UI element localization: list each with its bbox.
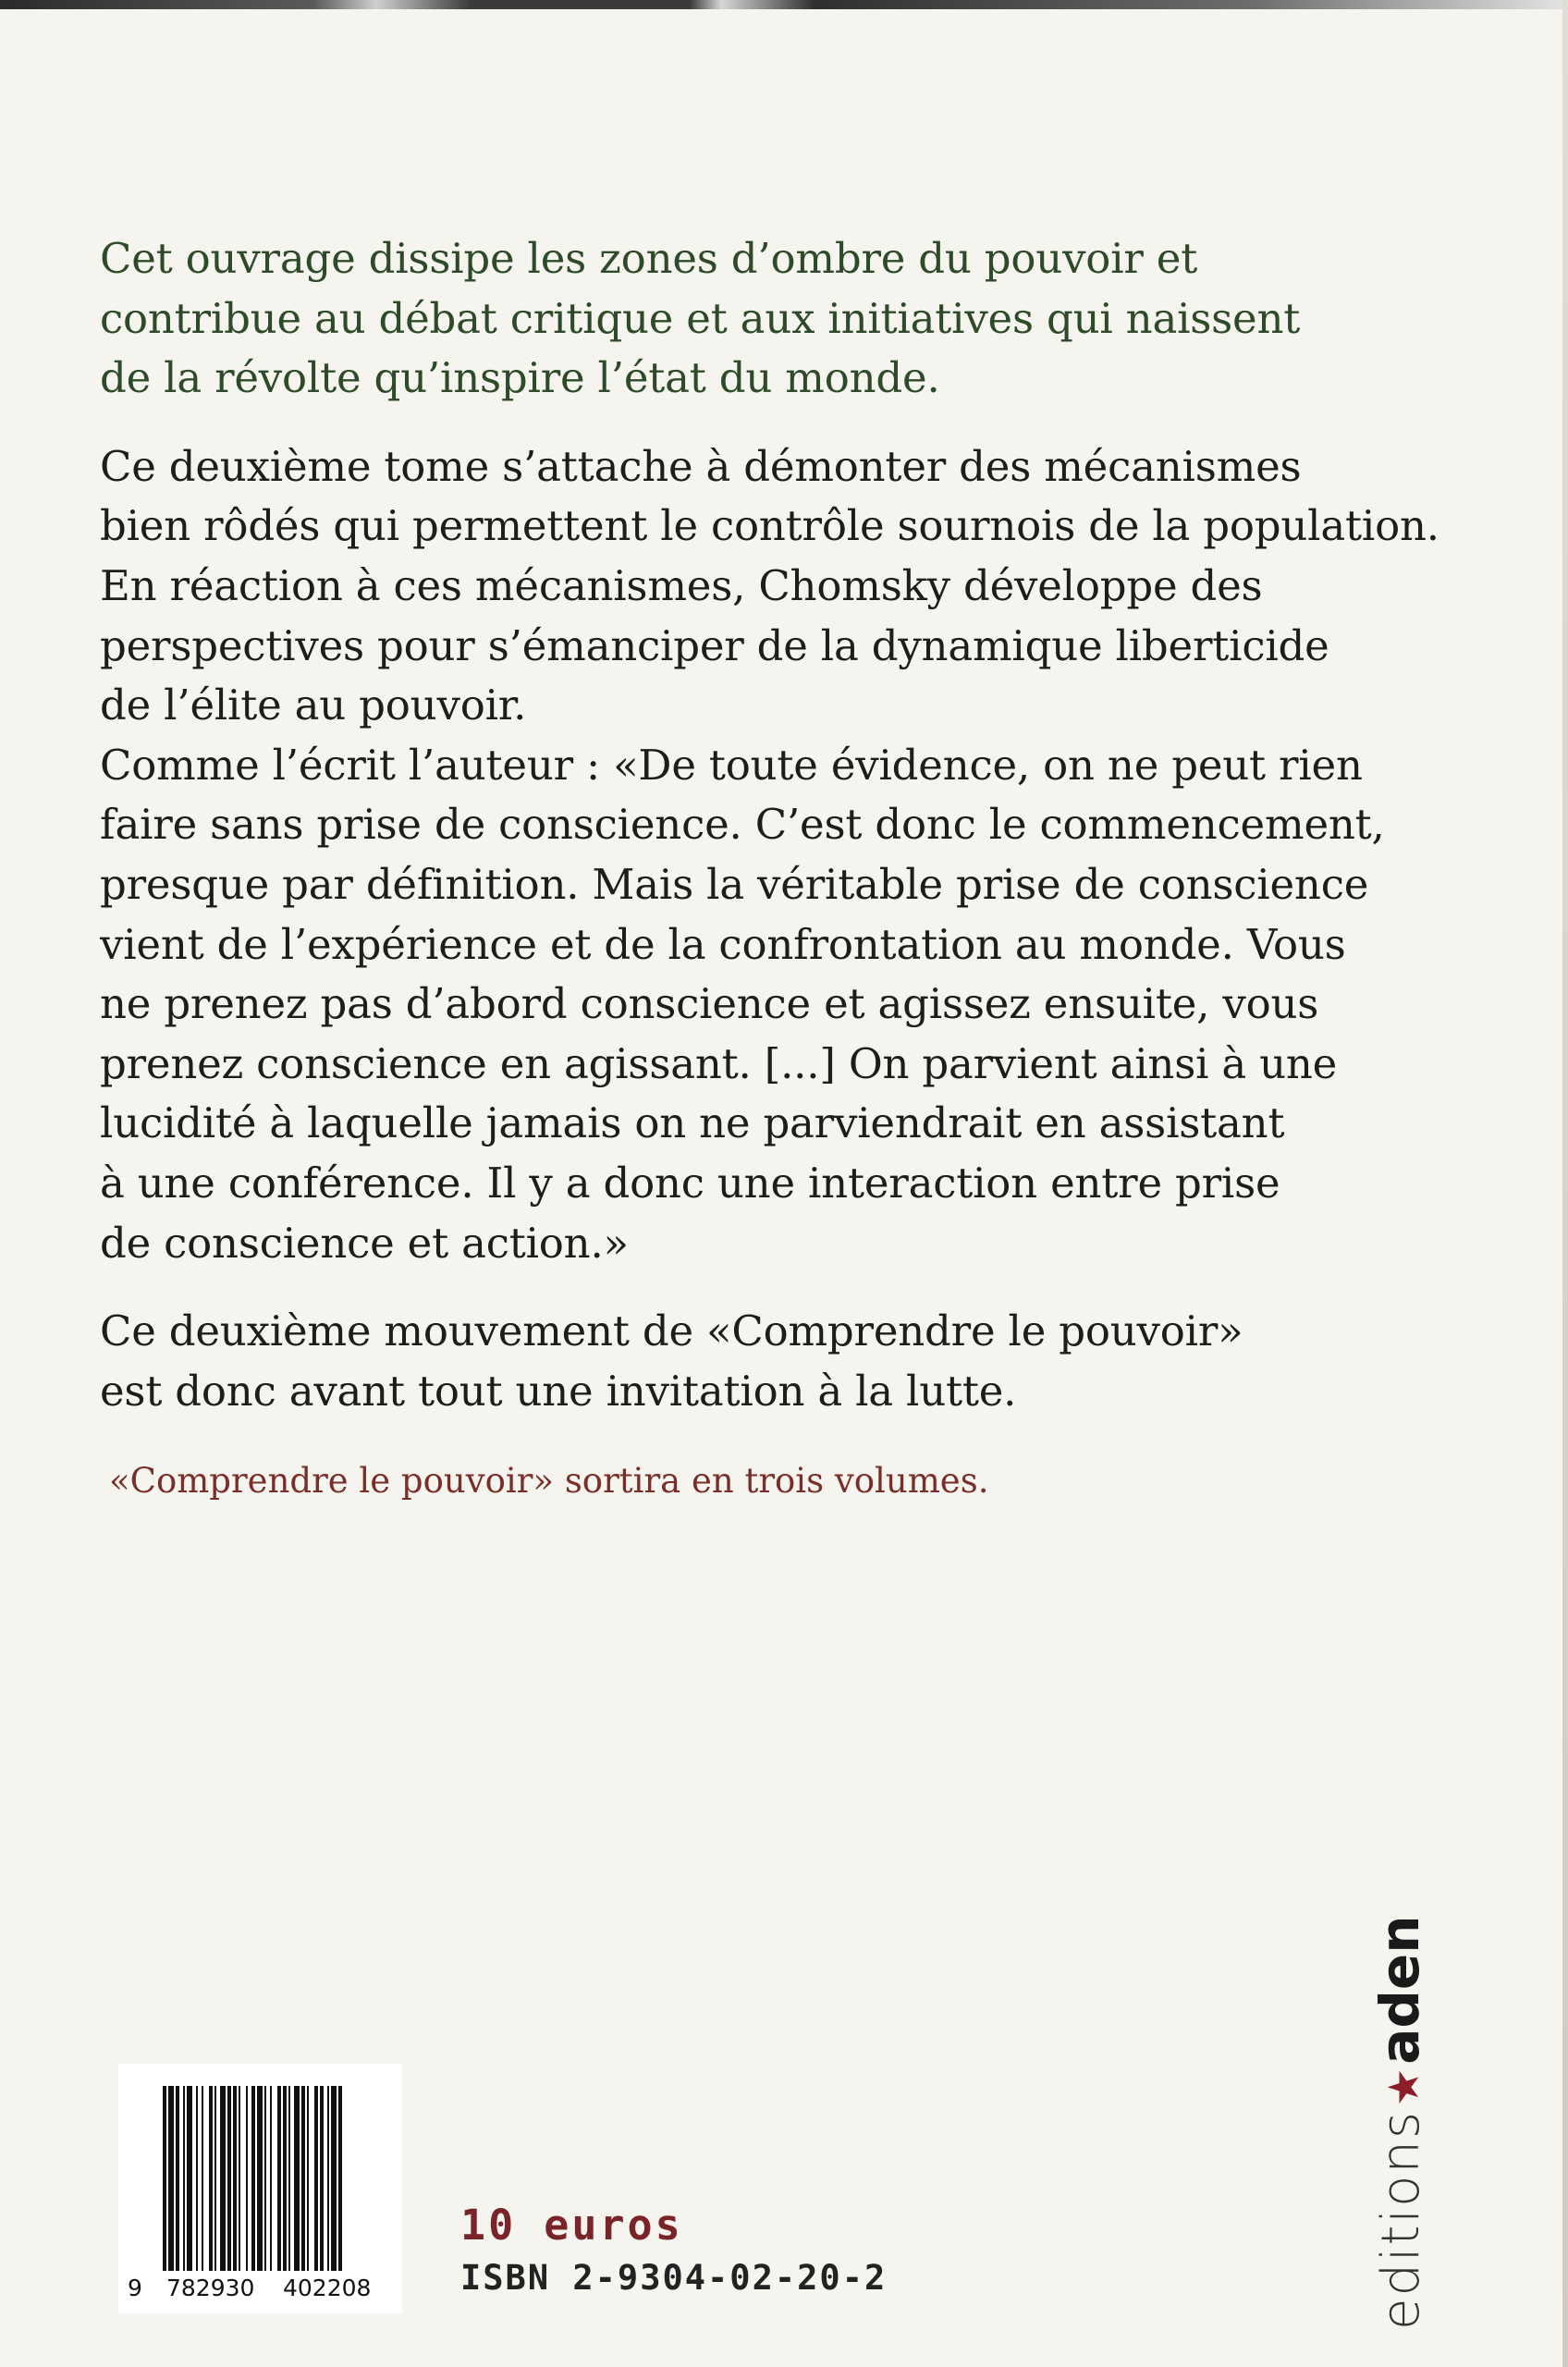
text-line: Ce deuxième tome s’attache à démonter des mécanismes — [100, 441, 1302, 491]
right-edge — [1562, 0, 1568, 2367]
isbn: ISBN 2-9304-02-20-2 — [460, 2258, 888, 2298]
publisher-prefix: editions — [1371, 2109, 1431, 2330]
barcode-bar — [288, 2086, 290, 2271]
text-line: Cet ouvrage dissipe les zones d’ombre du pouvoir et — [100, 234, 1198, 283]
barcode-bar — [202, 2086, 203, 2271]
text-line: Comme l’écrit l’auteur : «De toute évidence, on ne peut rien — [100, 740, 1363, 790]
text-line: contribue au débat critique et aux initiatives qui naissent — [100, 293, 1301, 343]
text-line: Ce deuxième mouvement de «Comprendre le pouvoir» — [100, 1306, 1243, 1356]
barcode-bar — [277, 2086, 281, 2271]
text-line: vient de l’expérience et de la confrontation au monde. Vous — [100, 919, 1346, 969]
top-edge-strip — [0, 0, 1568, 9]
barcode-bar — [331, 2086, 337, 2271]
text-line: ne prenez pas d’abord conscience et agissez ensuite, vous — [100, 979, 1319, 1029]
barcode-bar — [246, 2086, 248, 2271]
barcode-bar — [183, 2086, 185, 2271]
text-line: lucidité à laquelle jamais on ne parviendrait en assistant — [100, 1098, 1285, 1148]
barcode-bar — [251, 2086, 255, 2271]
text-line: bien rôdés qui permettent le contrôle sournois de la population. — [100, 501, 1439, 551]
barcode-group-left: 782930 — [166, 2275, 255, 2301]
barcode-number — [128, 2275, 396, 2308]
barcode-bar — [220, 2086, 226, 2271]
text-line: de l’élite au pouvoir. — [100, 681, 527, 730]
text-line: de la révolte qu’inspire l’état du monde. — [100, 353, 940, 403]
barcode-bar — [307, 2086, 309, 2271]
publisher-logo — [1368, 1915, 1439, 2330]
barcode-bar — [209, 2086, 213, 2271]
paragraph-intro — [100, 229, 1394, 409]
text-line: faire sans prise de conscience. C’est donc le commencement, — [100, 800, 1385, 850]
barcode-bar — [196, 2086, 198, 2271]
price: 10 euros — [460, 2201, 683, 2250]
barcode-bar — [168, 2086, 174, 2271]
barcode-bar — [270, 2086, 272, 2271]
barcode-bar — [264, 2086, 266, 2271]
publisher-name: aden — [1368, 1915, 1431, 2065]
barcode-group-right: 402208 — [283, 2275, 372, 2301]
paragraph-conclusion — [100, 1302, 1394, 1421]
barcode — [118, 2064, 402, 2313]
barcode-bar — [314, 2086, 318, 2271]
barcode-bar — [239, 2086, 240, 2271]
barcode-bar — [338, 2086, 342, 2271]
barcode-bar — [187, 2086, 192, 2271]
star-icon: ★ — [1378, 2067, 1428, 2106]
back-cover-blurb — [100, 229, 1439, 1421]
paragraph-quote — [100, 736, 1394, 1273]
text-line: de conscience et action.» — [100, 1218, 629, 1268]
text-line: prenez conscience en agissant. [...] On parvient ainsi à une — [100, 1038, 1338, 1088]
barcode-bar — [163, 2086, 166, 2271]
series-note: «Comprendre le pouvoir» sortira en trois volumes. — [109, 1461, 989, 1501]
text-line: est donc avant tout une invitation à la lutte. — [100, 1366, 1017, 1416]
text-line: à une conférence. Il y a donc une interaction entre prise — [100, 1158, 1280, 1208]
barcode-digit-first: 9 — [128, 2275, 142, 2301]
barcode-bar — [233, 2086, 237, 2271]
barcode-bar — [327, 2086, 329, 2271]
barcode-bar — [176, 2086, 179, 2271]
barcode-bar — [257, 2086, 263, 2271]
barcode-bar — [283, 2086, 287, 2271]
barcode-bar — [214, 2086, 216, 2271]
barcode-bar — [320, 2086, 324, 2271]
barcode-bars — [163, 2086, 388, 2271]
paragraph-second-volume — [100, 437, 1439, 736]
text-line: presque par définition. Mais la véritable prise de conscience — [100, 859, 1369, 909]
barcode-bar — [227, 2086, 231, 2271]
barcode-bar — [301, 2086, 305, 2271]
barcode-bar — [294, 2086, 300, 2271]
text-line: perspectives pour s’émanciper de la dynamique liberticide — [100, 620, 1329, 670]
text-line: En réaction à ces mécanismes, Chomsky développe des — [100, 560, 1263, 610]
